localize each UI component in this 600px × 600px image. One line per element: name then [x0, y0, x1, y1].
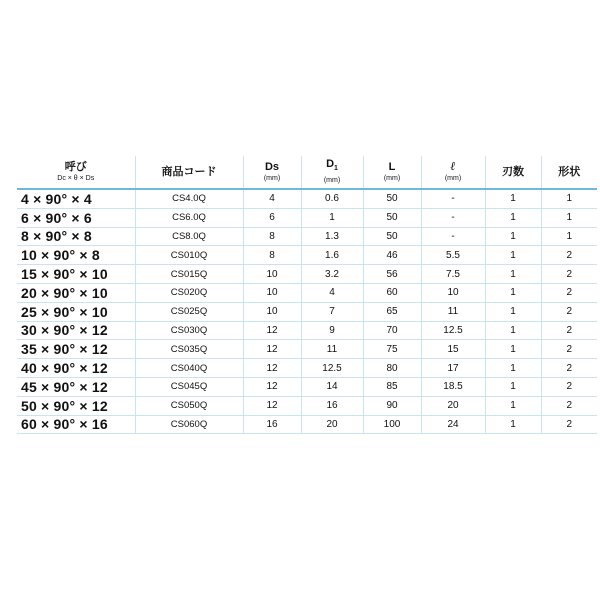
cell-ell: 12.5	[421, 321, 485, 340]
cell-l: 85	[363, 377, 421, 396]
header-ds	[243, 156, 301, 189]
cell-code: CS050Q	[135, 396, 243, 415]
spec-table	[17, 156, 597, 434]
cell-shape: 1	[541, 227, 597, 246]
cell-flutes: 1	[485, 189, 541, 208]
cell-ell: 11	[421, 302, 485, 321]
cell-ds: 6	[243, 208, 301, 227]
cell-shape: 2	[541, 340, 597, 359]
cell-d1: 16	[301, 396, 363, 415]
table-row	[17, 265, 597, 284]
cell-ell: 20	[421, 396, 485, 415]
cell-ds: 4	[243, 189, 301, 208]
cell-code: CS040Q	[135, 359, 243, 378]
cell-l: 50	[363, 208, 421, 227]
cell-shape: 2	[541, 265, 597, 284]
cell-d1: 9	[301, 321, 363, 340]
cell-d1: 20	[301, 415, 363, 434]
cell-flutes: 1	[485, 302, 541, 321]
cell-ds: 10	[243, 265, 301, 284]
cell-l: 75	[363, 340, 421, 359]
cell-ds: 12	[243, 359, 301, 378]
cell-shape: 2	[541, 246, 597, 265]
table-row	[17, 359, 597, 378]
cell-flutes: 1	[485, 396, 541, 415]
cell-l: 90	[363, 396, 421, 415]
header-d1-label: D	[326, 158, 335, 171]
cell-code: CS025Q	[135, 302, 243, 321]
cell-flutes: 1	[485, 283, 541, 302]
cell-l: 65	[363, 302, 421, 321]
cell-shape: 2	[541, 359, 597, 378]
header-ds-label: Ds	[264, 160, 280, 173]
cell-shape: 2	[541, 415, 597, 434]
cell-ds: 8	[243, 227, 301, 246]
cell-code: CS045Q	[135, 377, 243, 396]
cell-d1: 1	[301, 208, 363, 227]
cell-d1: 4	[301, 283, 363, 302]
table-row	[17, 227, 597, 246]
cell-size: 25 × 90° × 10	[17, 302, 135, 321]
cell-size: 10 × 90° × 8	[17, 246, 135, 265]
header-size-sub: Dc × θ × Ds	[57, 174, 95, 182]
table-row	[17, 189, 597, 208]
header-ell-unit: (mm)	[444, 175, 462, 182]
table-row	[17, 396, 597, 415]
cell-d1: 0.6	[301, 189, 363, 208]
cell-code: CS8.0Q	[135, 227, 243, 246]
header-l-unit: (mm)	[383, 174, 401, 182]
header-size	[17, 156, 135, 189]
cell-flutes: 1	[485, 227, 541, 246]
cell-flutes: 1	[485, 415, 541, 434]
header-flutes-label: 刃数	[502, 165, 524, 178]
table-row	[17, 340, 597, 359]
cell-code: CS030Q	[135, 321, 243, 340]
header-code	[135, 156, 243, 189]
cell-ell: 15	[421, 340, 485, 359]
cell-l: 80	[363, 359, 421, 378]
cell-l: 60	[363, 283, 421, 302]
cell-ell: 18.5	[421, 377, 485, 396]
cell-ds: 12	[243, 396, 301, 415]
cell-shape: 2	[541, 321, 597, 340]
cell-code: CS015Q	[135, 265, 243, 284]
header-ell	[421, 156, 485, 189]
cell-shape: 1	[541, 189, 597, 208]
cell-ell: 7.5	[421, 265, 485, 284]
cell-size: 4 × 90° × 4	[17, 189, 135, 208]
cell-size: 8 × 90° × 8	[17, 227, 135, 246]
header-d1-subscript: 1	[334, 165, 338, 173]
cell-code: CS6.0Q	[135, 208, 243, 227]
cell-shape: 1	[541, 208, 597, 227]
cell-code: CS020Q	[135, 283, 243, 302]
cell-shape: 2	[541, 302, 597, 321]
table-body	[17, 189, 597, 434]
cell-d1: 7	[301, 302, 363, 321]
cell-ds: 12	[243, 321, 301, 340]
table-row	[17, 415, 597, 434]
header-d1	[301, 156, 363, 189]
cell-flutes: 1	[485, 321, 541, 340]
cell-d1: 1.3	[301, 227, 363, 246]
cell-d1: 14	[301, 377, 363, 396]
cell-flutes: 1	[485, 377, 541, 396]
cell-ds: 10	[243, 302, 301, 321]
cell-ds: 12	[243, 340, 301, 359]
cell-flutes: 1	[485, 208, 541, 227]
header-ell-label: ℓ	[450, 159, 456, 173]
header-size-label: 呼び	[64, 160, 87, 173]
cell-d1: 12.5	[301, 359, 363, 378]
cell-ds: 8	[243, 246, 301, 265]
header-code-label: 商品コード	[161, 165, 217, 178]
cell-l: 46	[363, 246, 421, 265]
cell-flutes: 1	[485, 246, 541, 265]
table-row	[17, 246, 597, 265]
cell-size: 35 × 90° × 12	[17, 340, 135, 359]
cell-code: CS4.0Q	[135, 189, 243, 208]
cell-ell: -	[421, 189, 485, 208]
cell-ell: 10	[421, 283, 485, 302]
cell-size: 45 × 90° × 12	[17, 377, 135, 396]
header-shape-label: 形状	[558, 165, 581, 178]
cell-ell: 5.5	[421, 246, 485, 265]
cell-ell: 24	[421, 415, 485, 434]
table-row	[17, 283, 597, 302]
table-row	[17, 377, 597, 396]
cell-flutes: 1	[485, 340, 541, 359]
cell-ds: 16	[243, 415, 301, 434]
cell-ell: -	[421, 208, 485, 227]
cell-shape: 2	[541, 396, 597, 415]
cell-ell: -	[421, 227, 485, 246]
cell-d1: 3.2	[301, 265, 363, 284]
cell-size: 60 × 90° × 16	[17, 415, 135, 434]
header-row	[17, 156, 597, 189]
cell-code: CS035Q	[135, 340, 243, 359]
cell-ds: 12	[243, 377, 301, 396]
cell-shape: 2	[541, 377, 597, 396]
cell-l: 50	[363, 227, 421, 246]
cell-size: 15 × 90° × 10	[17, 265, 135, 284]
table-row	[17, 321, 597, 340]
cell-ell: 17	[421, 359, 485, 378]
header-ds-unit: (mm)	[263, 174, 281, 182]
cell-code: CS060Q	[135, 415, 243, 434]
cell-l: 70	[363, 321, 421, 340]
cell-size: 40 × 90° × 12	[17, 359, 135, 378]
cell-size: 30 × 90° × 12	[17, 321, 135, 340]
cell-l: 56	[363, 265, 421, 284]
cell-d1: 11	[301, 340, 363, 359]
header-d1-unit: (mm)	[323, 176, 341, 184]
cell-size: 50 × 90° × 12	[17, 396, 135, 415]
cell-size: 20 × 90° × 10	[17, 283, 135, 302]
table-row	[17, 208, 597, 227]
cell-ds: 10	[243, 283, 301, 302]
cell-l: 50	[363, 189, 421, 208]
cell-code: CS010Q	[135, 246, 243, 265]
cell-flutes: 1	[485, 265, 541, 284]
cell-d1: 1.6	[301, 246, 363, 265]
header-shape	[541, 156, 597, 189]
cell-shape: 2	[541, 283, 597, 302]
header-l-label: L	[388, 160, 396, 173]
cell-flutes: 1	[485, 359, 541, 378]
cell-size: 6 × 90° × 6	[17, 208, 135, 227]
header-l	[363, 156, 421, 189]
table-row	[17, 302, 597, 321]
header-flutes	[485, 156, 541, 189]
cell-l: 100	[363, 415, 421, 434]
